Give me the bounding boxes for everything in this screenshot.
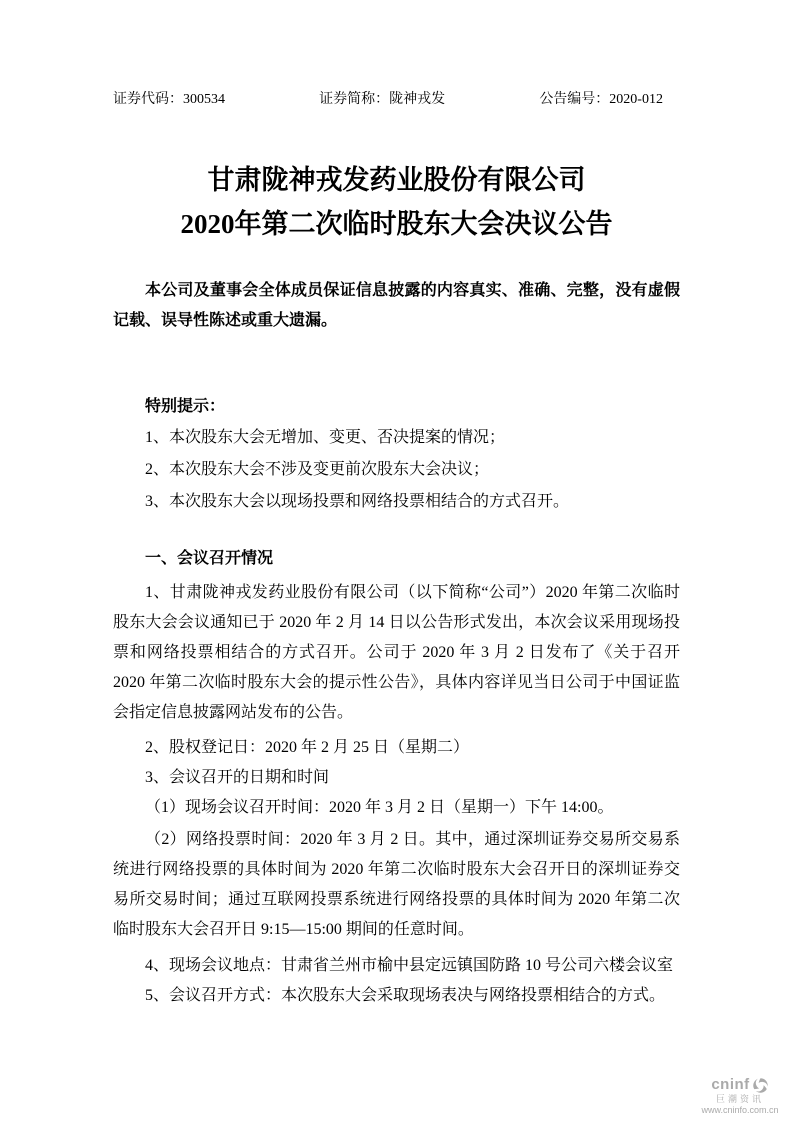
paragraph-meeting-datetime-heading: 3、会议召开的日期和时间 — [145, 769, 330, 786]
cninfo-swirl-icon — [752, 1077, 769, 1094]
document-header — [113, 90, 680, 110]
cninfo-watermark — [690, 1077, 790, 1116]
paragraph-online-voting-time: （2）网络投票时间：2020 年 3 月 2 日。其中，通过深圳证券交易所交易系统进行网络投票的具体时间为 2020 年第二次临时股东大会召开日的深圳证券交易所交易时间；通过互联网投票系统进行网络投票的具体时间为 2020 年第二次临时股东大会召开日 9:15—15:00 期间的任意时间。 — [113, 831, 680, 938]
cninfo-brand-cn: 巨潮资讯 — [715, 1094, 764, 1105]
cninfo-url: www.cninfo.com.cn — [701, 1105, 779, 1116]
section-heading-meeting-convening: 一、会议召开情况 — [145, 550, 274, 567]
special-notice-item: 2、本次股东大会不涉及变更前次股东大会决议； — [145, 461, 490, 478]
paragraph-meeting-method: 5、会议召开方式：本次股东大会采取现场表决与网络投票相结合的方式。 — [145, 987, 666, 1004]
disclaimer-text: 本公司及董事会全体成员保证信息披露的内容真实、准确、完整，没有虚假记载、误导性陈述或重大遗漏。 — [113, 282, 680, 329]
cninfo-logo — [690, 1077, 790, 1094]
title-line-1: 甘肃陇神戎发药业股份有限公司 — [207, 165, 586, 195]
cninfo-logo-text: cninf — [711, 1076, 750, 1094]
special-notice-heading: 特别提示： — [145, 398, 226, 415]
title-line-2: 2020年第二次临时股东大会决议公告 — [180, 209, 613, 239]
paragraph-onsite-meeting-time: （1）现场会议召开时间：2020 年 3 月 2 日（星期一）下午 14:00。 — [145, 799, 614, 816]
stock-code-text: 证券代码：300534 — [113, 92, 225, 107]
special-notice-item: 3、本次股东大会以现场投票和网络投票相结合的方式召开。 — [145, 493, 570, 510]
paragraph-meeting-venue: 4、现场会议地点：甘肃省兰州市榆中县定远镇国防路 10 号公司六楼会议室 — [145, 957, 674, 974]
announcement-number-text: 公告编号：2020-012 — [539, 92, 663, 107]
special-notice-item: 1、本次股东大会无增加、变更、否决提案的情况； — [145, 429, 506, 446]
document-title — [113, 158, 680, 246]
paragraph-meeting-notice: 1、甘肃陇神戎发药业股份有限公司（以下简称“公司”）2020 年第二次临时股东大会会议通知已于 2020 年 2 月 14 日以公告形式发出，本次会议采用现场投票和网络投票相结合的方式召开。公司于 2020 年 3 月 2 日发布了《关于召开 2020 年第二次临时股东大会的提示性公告》，具体内容详见当日公司于中国证监会指定信息披露网站发布的公告。 — [113, 584, 680, 721]
stock-abbr-text: 证券简称：陇神戎发 — [319, 92, 446, 107]
paragraph-record-date: 2、股权登记日：2020 年 2 月 25 日（星期二） — [145, 739, 470, 756]
